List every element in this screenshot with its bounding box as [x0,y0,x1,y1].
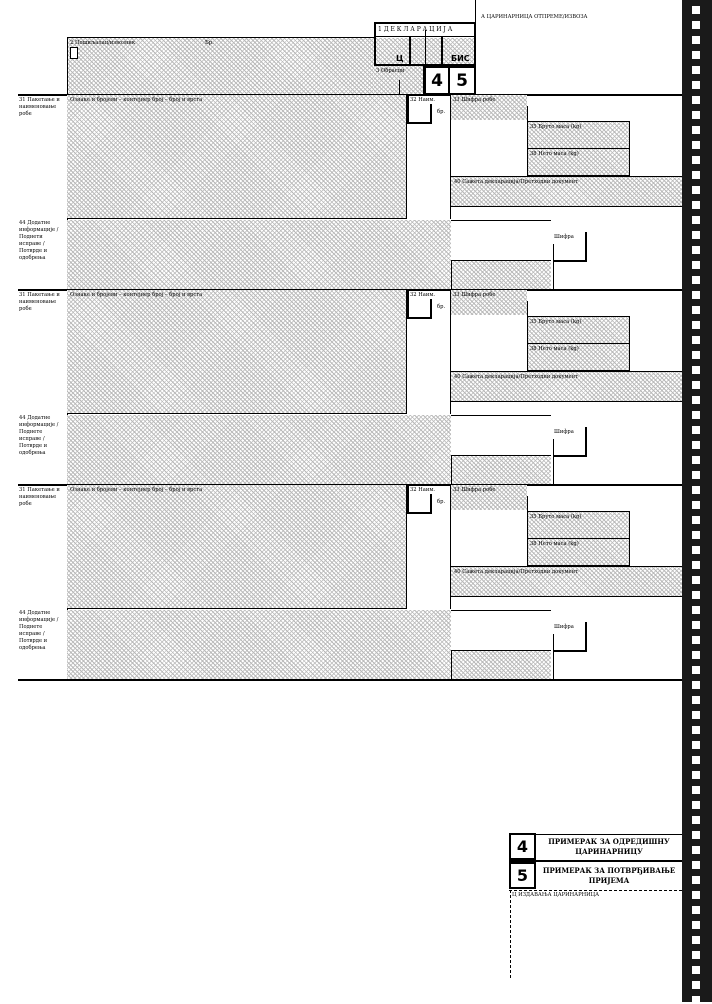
perforation-hole [692,846,700,854]
box-44-code-label: Шифра [554,624,574,630]
box-32-number-label: бр. [437,109,446,115]
issuing-office-label: Ц ИЗДАВАЊА ЦАРИНАРНИЦА [512,892,600,898]
box-44-label: 44 Додатне информације / Поднети исправе / Потврде и одобрења [19,220,59,261]
perforation-hole [692,861,700,869]
code-marker-v2 [553,439,554,484]
box-44-code-label: Шифра [554,234,574,240]
perforation-hole [692,231,700,239]
box-32-marker-v2 [430,494,432,514]
perforation-hole [692,486,700,494]
box-35-label: 35 Бруто маса (kg) [530,514,582,520]
box-32-marker-h [407,512,431,514]
copy-4-title: ПРИМЕРАК ЗА ОДРЕДИШНУ ЦАРИНАРНИЦУ [548,836,670,856]
copy-number-5-text: 5 [456,70,468,91]
box-2-label: 2 Пошиљалац/извозник [70,40,136,46]
perforation-hole [692,456,700,464]
copy-number-4 [424,66,450,95]
perforation-hole [692,801,700,809]
box-32-marker-v2 [430,299,432,319]
perforation-hole [692,546,700,554]
copy-5-title: ПРИМЕРАК ЗА ПОТВРЂИВАЊЕ ПРИЈЕМА [542,865,676,885]
box-32-label: 32 Наим. [410,292,436,298]
box-31-label: 31 Пакетање и наименовање робе [19,487,60,507]
copy-5-number-box [509,862,536,889]
code-marker-h [553,260,587,262]
box-44-code-label: Шифра [554,429,574,435]
perforation-hole [692,651,700,659]
perforation-hole [692,831,700,839]
perforation-hole [692,126,700,134]
box-32-label: 32 Наим. [410,97,436,103]
perforation-hole [692,276,700,284]
box-44-blank-area [451,610,551,650]
copy-4-title-box [536,833,682,860]
code-marker-h [553,650,587,652]
perforation-hole [692,636,700,644]
perforation-hole [692,291,700,299]
box-33-label: 33 Шифра робе [453,97,496,103]
perforation-hole [692,351,700,359]
copy-5-title-box [536,862,682,889]
box-38-label: 38 Нето маса (kg) [530,151,579,157]
perforation-hole [692,996,700,1004]
footer-dashed-line [509,890,682,891]
perforation-hole [692,756,700,764]
box-32-marker-v [407,95,409,124]
perforation-hole [692,876,700,884]
copy-number-5 [450,66,476,95]
perforation-hole [692,186,700,194]
perforation-hole [692,201,700,209]
perforation-hole [692,816,700,824]
office-label: А ЦАРИНАРНИЦА ОТПРЕМЕ/ИЗВОЗА [481,14,588,20]
perforation-hole [692,921,700,929]
box-31-label: 31 Пакетање и наименовање робе [19,292,60,312]
perforation-hole [692,966,700,974]
box-38-label: 38 Нето маса (kg) [530,346,579,352]
code-marker-v [585,232,587,262]
code-marker-v2 [553,244,554,289]
box-1-bis-label: БИС [451,54,470,63]
box-33-label: 33 Шифра робе [453,292,496,298]
box-31-description-field[interactable] [67,290,407,414]
box-3-label: 3 Обрасци [376,68,405,74]
copy-4-number: 4 [516,837,529,856]
perforation-hole [692,141,700,149]
box-40-label: 40 Сажета декларација/Претходни документ [454,569,578,575]
perforation-hole [692,696,700,704]
copy-4-number-box [509,833,536,860]
box-1-c-label: Ц [396,54,404,63]
perforation-hole [692,606,700,614]
perforation-hole [692,471,700,479]
perforation-hole [692,441,700,449]
box-31-description-field[interactable] [67,95,407,219]
box-44-lower-field[interactable] [451,260,551,289]
perforation-hole [692,366,700,374]
box-44-lower-field[interactable] [451,650,551,679]
box-31-label: 31 Пакетање и наименовање робе [19,97,60,117]
box-33-tick [527,496,528,512]
perforation-hole [692,561,700,569]
box-33-tick [527,301,528,317]
perforation-hole [692,666,700,674]
perforation-hole [692,591,700,599]
box-1-label: 1 Д Е К Л А Р А Ц И Ј А [378,26,453,33]
box-33-label: 33 Шифра робе [453,487,496,493]
perforation-hole [692,576,700,584]
box-44-blank-area [451,415,551,455]
perforation-hole [692,36,700,44]
perforation-hole [692,111,700,119]
perforation-hole [692,891,700,899]
box-44-lower-field[interactable] [451,455,551,484]
box-2-number-label: Бр. [205,40,214,46]
perforation-hole [692,66,700,74]
box-35-label: 35 Бруто маса (kg) [530,124,582,130]
footer-dashed-left [510,890,511,978]
code-marker-h [553,455,587,457]
copy-4-top-line [536,834,682,835]
perforation-hole [692,21,700,29]
perforation-hole [692,336,700,344]
box-32-marker-v2 [430,104,432,124]
perforation-hole [692,216,700,224]
perforation-hole [692,426,700,434]
perforation-hole [692,711,700,719]
copy-5-number: 5 [516,866,529,885]
box-1-divider-a [409,36,411,66]
perforation-hole [692,906,700,914]
perforation-hole [692,6,700,14]
perforation-hole [692,951,700,959]
perforation-hole [692,96,700,104]
perforation-hole [692,621,700,629]
perforation-hole [692,396,700,404]
perforation-hole [692,321,700,329]
box-40-label: 40 Сажета декларација/Претходни документ [454,374,578,380]
box-3-tick [399,80,400,95]
marks-label: Ознаке и бројеви – контејнер број – број и врста [70,97,203,103]
perforation-hole [692,531,700,539]
office-divider [475,0,476,24]
box-32-marker-h [407,122,431,124]
box-32-marker-v [407,290,409,319]
perforation-hole [692,51,700,59]
sections-bottom-rule [18,679,682,681]
box-38-label: 38 Нето маса (kg) [530,541,579,547]
box-44-label: 44 Додатне информације / Поднете исправе / Потврде и одобрења [19,415,59,456]
box-40-label: 40 Сажета декларација/Претходни документ [454,179,578,185]
box-1-divider-b [441,36,443,66]
perforation-hole [692,171,700,179]
box-33-tick [527,106,528,122]
box-31-description-field[interactable] [67,485,407,609]
perforation-hole [692,261,700,269]
box-32-marker-h [407,317,431,319]
code-marker-v [585,427,587,457]
box-35-label: 35 Бруто маса (kg) [530,319,582,325]
marks-label: Ознаке и бројеви – контејнер број – број и врста [70,487,203,493]
copy-number-4-text: 4 [431,70,443,91]
perforation-hole [692,981,700,989]
perforation-hole [692,681,700,689]
perforation-hole [692,741,700,749]
perforation-hole [692,246,700,254]
box-44-blank-area [451,220,551,260]
box-32-label: 32 Наим. [410,487,436,493]
perforation-hole [692,156,700,164]
box-1-divider-c [425,30,426,66]
perforation-hole [692,936,700,944]
perforation-hole [692,306,700,314]
perforation-hole [692,786,700,794]
box-32-number-label: бр. [437,499,446,505]
perforation-hole [692,516,700,524]
perforation-hole [692,381,700,389]
box-32-marker-v [407,485,409,514]
perforation-hole [692,411,700,419]
box-2-checkbox[interactable] [70,47,78,59]
code-marker-v [585,622,587,652]
box-44-label: 44 Додатне информације / Поднете исправе / Потврде и одобрења [19,610,59,651]
code-marker-v2 [553,634,554,679]
perforation-hole [692,726,700,734]
perforation-hole [692,771,700,779]
perforation-hole [692,501,700,509]
box-32-number-label: бр. [437,304,446,310]
marks-label: Ознаке и бројеви – контејнер број – број и врста [70,292,203,298]
perforation-hole [692,81,700,89]
perforated-edge-strip [682,0,712,1002]
